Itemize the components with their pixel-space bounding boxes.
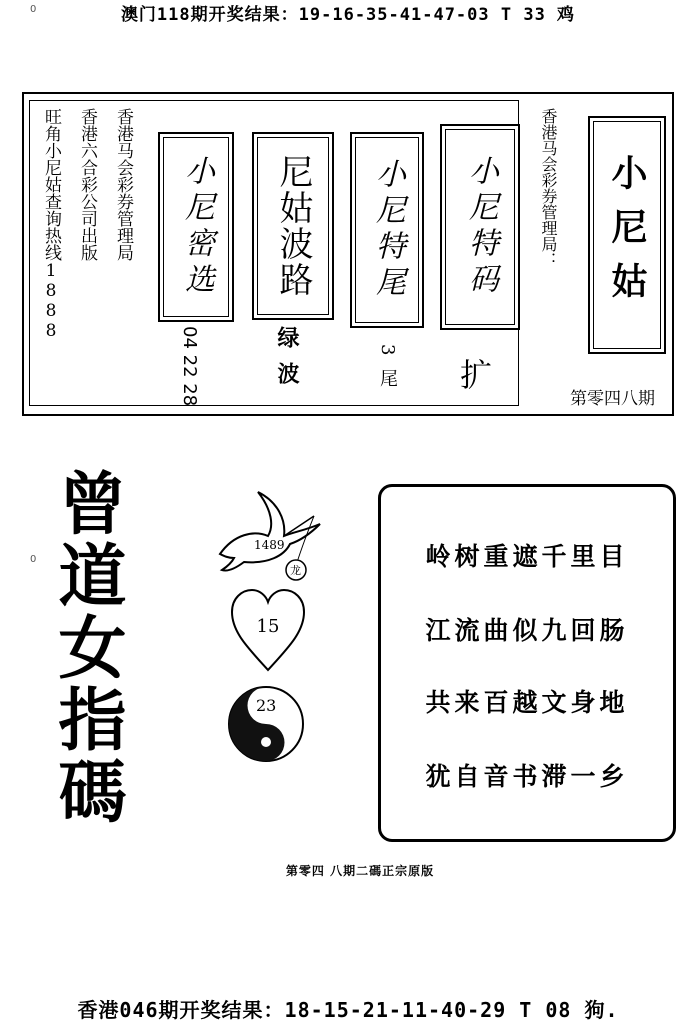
result-wave-route: 绿波 xyxy=(274,326,300,398)
heart-number: 15 xyxy=(256,616,280,637)
dove-icon xyxy=(214,486,326,582)
title-box xyxy=(588,116,666,354)
box-special-tail xyxy=(350,132,424,328)
issuer-right-authority: 香港马会彩券管理局： xyxy=(539,108,558,268)
box-secret-pick xyxy=(158,132,234,322)
issue-number: 第零四八期 xyxy=(570,389,655,409)
label-special-tail: 小尼特尾 xyxy=(370,158,405,302)
dove-number: 1489 xyxy=(254,538,285,552)
dove-tag: 龙 xyxy=(290,564,301,577)
box-wave-route xyxy=(252,132,334,320)
label-wave-route: 尼姑波路 xyxy=(273,154,313,298)
brand-title: 曾道女指碼 xyxy=(47,468,126,828)
hk-result-headline: 香港046期开奖结果：18-15-21-11-40-29 T 08 狗. xyxy=(77,998,619,1022)
hotline-text: 旺角小尼姑查询热线1888 xyxy=(41,108,61,341)
edition-caption: 第零四 八期二碼正宗原版 xyxy=(285,864,435,878)
result-special-tail: 3 尾 xyxy=(377,344,398,392)
macau-result-headline: 澳门118期开奖结果：19-16-35-41-47-03 T 33 鸡 xyxy=(120,5,576,25)
page-mark-top: 0 xyxy=(30,4,37,15)
poem-line-4: 犹自音书滞一乡 xyxy=(425,762,629,791)
poem-line-1: 岭树重遮千里目 xyxy=(425,542,629,571)
panel-title: 小尼姑 xyxy=(606,154,648,316)
yinyang-symbol xyxy=(226,684,306,764)
label-secret-pick: 小尼密选 xyxy=(179,155,214,299)
result-secret-pick: 04 22 28 xyxy=(179,326,200,407)
issuer-left-authority: 香港马会彩券管理局 xyxy=(113,108,133,261)
box-special-code xyxy=(440,124,520,330)
result-special-code: 扩 xyxy=(460,356,493,394)
prediction-panel xyxy=(22,92,674,416)
dove-symbol xyxy=(214,486,326,582)
page-mark-middle: 0 xyxy=(30,554,37,565)
yinyang-number: 23 xyxy=(256,696,277,715)
issuer-left-publisher: 香港六合彩公司出版 xyxy=(77,108,97,261)
poem-box xyxy=(378,484,676,842)
poem-line-3: 共来百越文身地 xyxy=(425,688,629,717)
heart-symbol xyxy=(228,586,308,674)
poem-line-2: 江流曲似九回肠 xyxy=(425,616,629,645)
label-special-code: 小尼特码 xyxy=(463,155,498,299)
